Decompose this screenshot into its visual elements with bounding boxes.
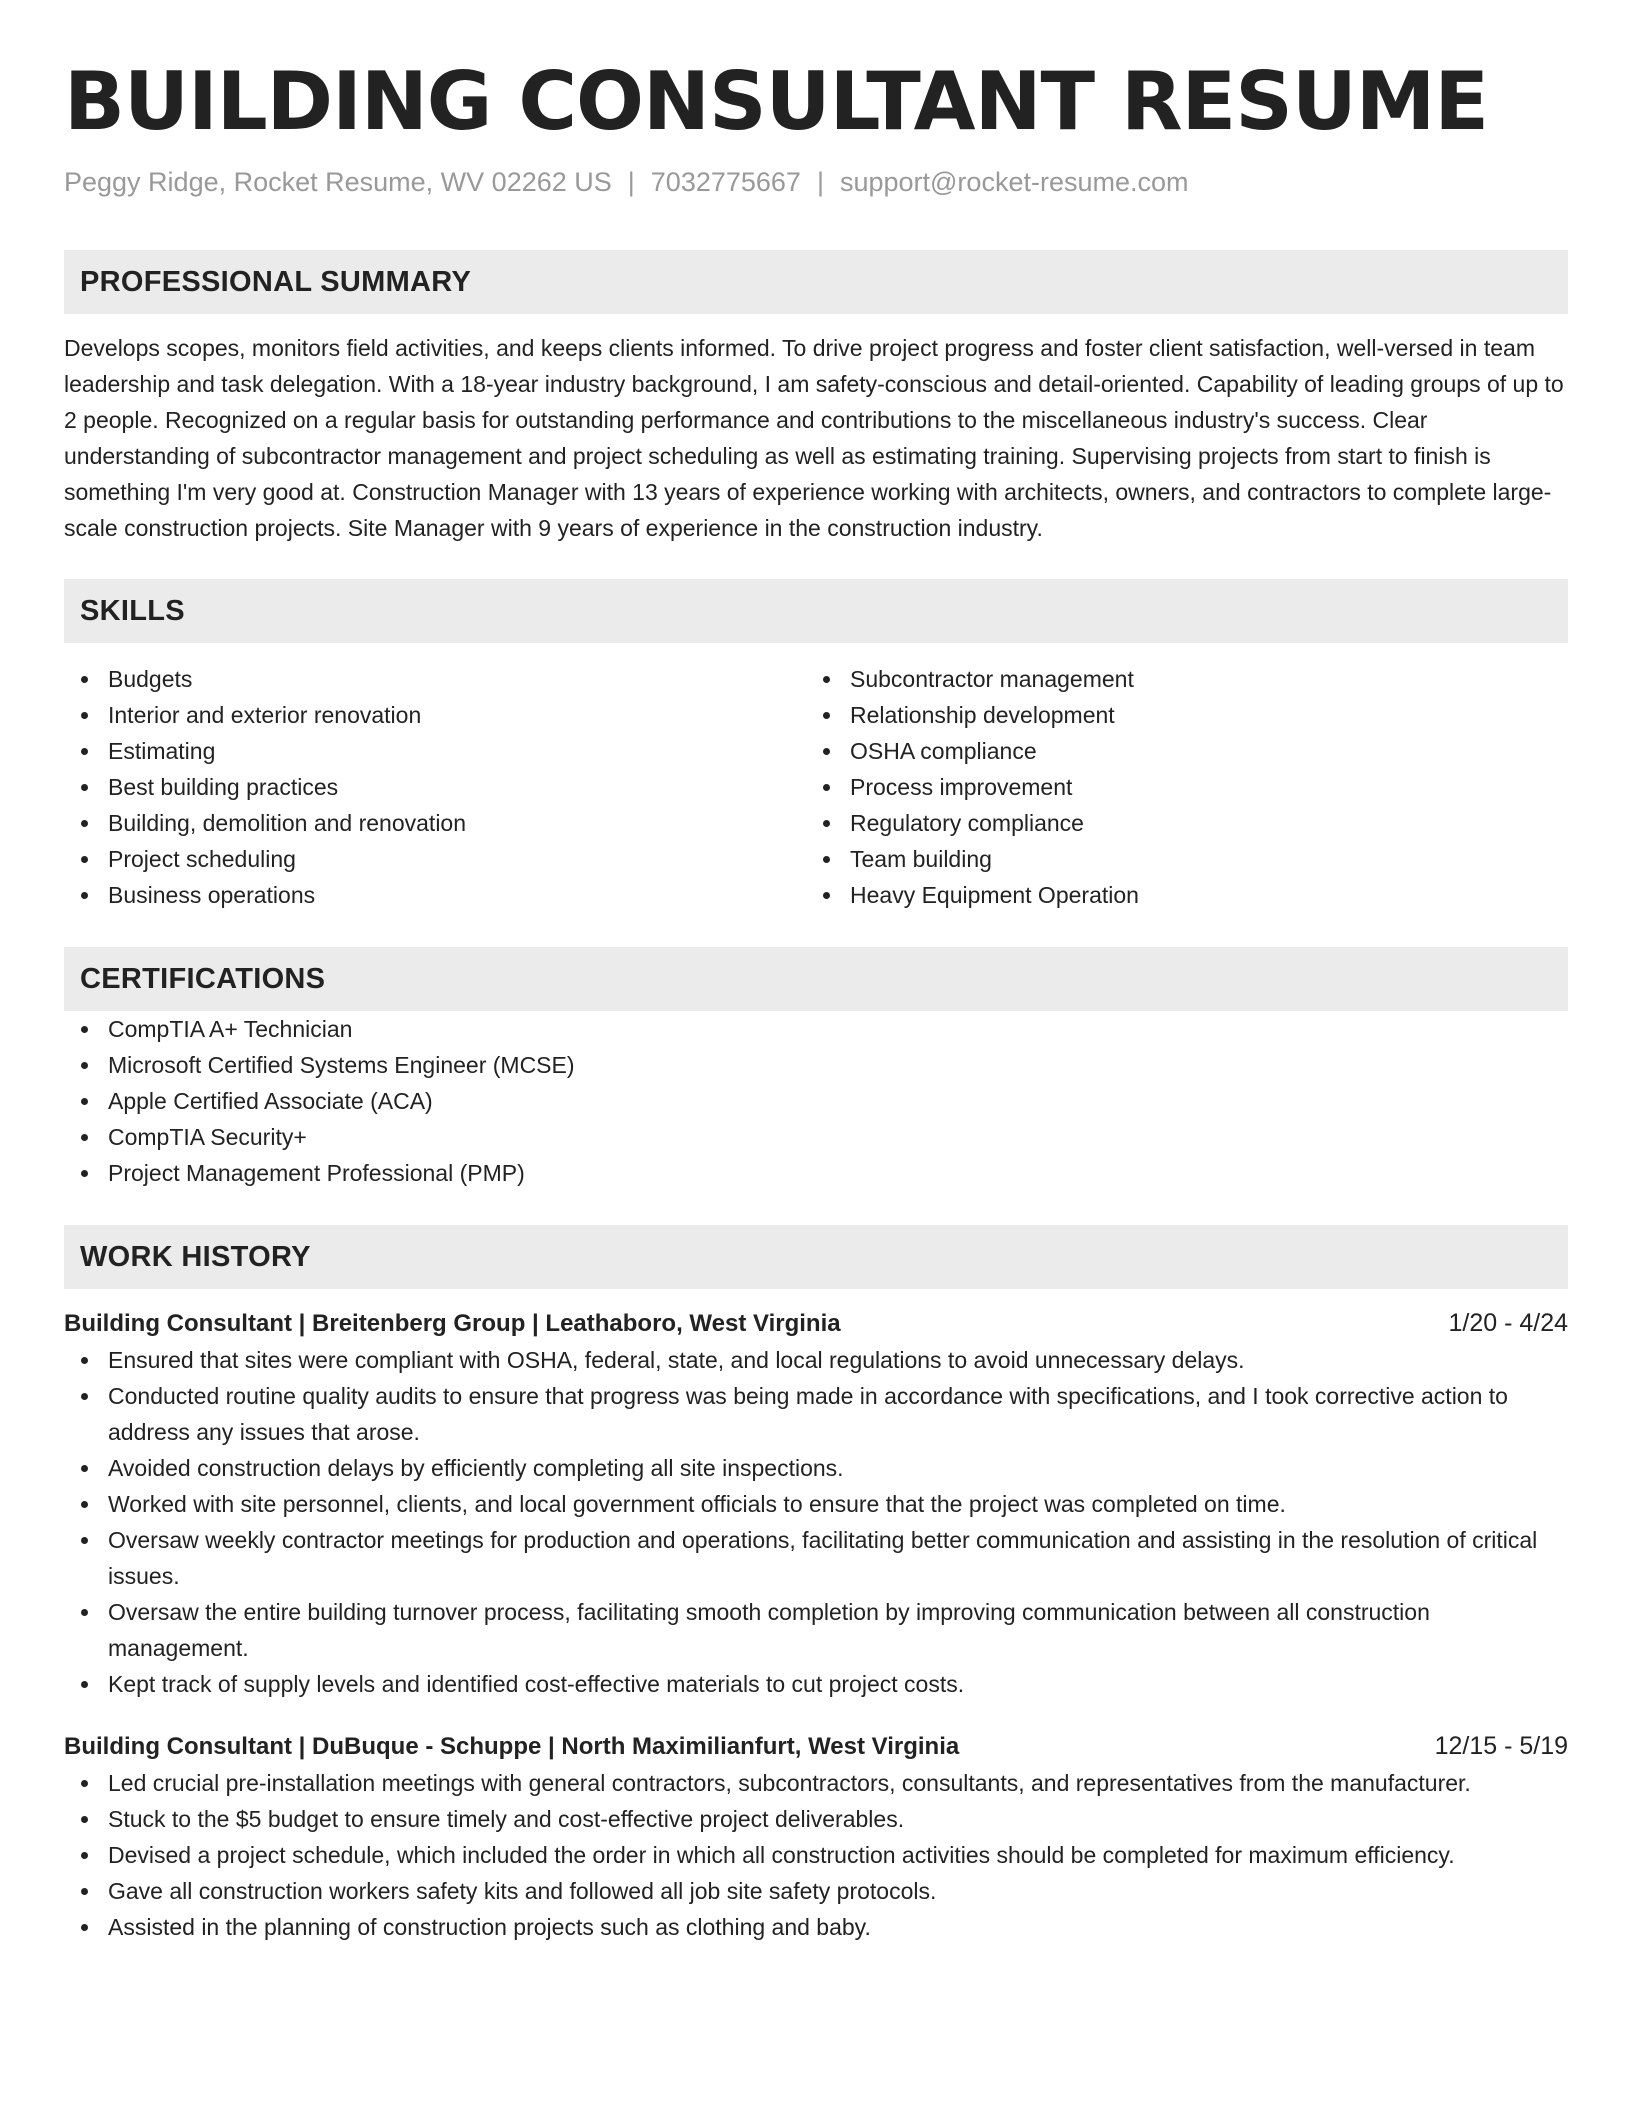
job-bullet: Led crucial pre-installation meetings with general contractors, subcontractors, consultants, and representatives from the manufacturer. bbox=[64, 1765, 1568, 1801]
section-header-skills: SKILLS bbox=[64, 579, 1568, 643]
section-header-work-history: WORK HISTORY bbox=[64, 1225, 1568, 1289]
job-bullet-list bbox=[64, 1342, 1568, 1702]
certification-item: Apple Certified Associate (ACA) bbox=[64, 1083, 1568, 1119]
skill-item: Best building practices bbox=[64, 769, 806, 805]
job-bullet: Kept track of supply levels and identified cost-effective materials to cut project costs. bbox=[64, 1666, 1568, 1702]
contact-email: support@rocket-resume.com bbox=[839, 167, 1189, 197]
job-bullet: Conducted routine quality audits to ensure that progress was being made in accordance with specifications, and I took corrective action to address any issues that arose. bbox=[64, 1378, 1568, 1450]
job-bullet-list bbox=[64, 1765, 1568, 1945]
skills-grid bbox=[64, 661, 1568, 913]
certification-item: CompTIA A+ Technician bbox=[64, 1011, 1568, 1047]
skill-item: Project scheduling bbox=[64, 841, 806, 877]
skill-item: Process improvement bbox=[806, 769, 1568, 805]
skill-item: Subcontractor management bbox=[806, 661, 1568, 697]
certification-item: Project Management Professional (PMP) bbox=[64, 1155, 1568, 1191]
skill-item: Relationship development bbox=[806, 697, 1568, 733]
job-bullet: Avoided construction delays by efficiently completing all site inspections. bbox=[64, 1450, 1568, 1486]
contact-separator: | bbox=[627, 167, 635, 197]
section-header-certifications: CERTIFICATIONS bbox=[64, 947, 1568, 1011]
skill-item: Team building bbox=[806, 841, 1568, 877]
section-header-summary: PROFESSIONAL SUMMARY bbox=[64, 250, 1568, 314]
contact-address: Peggy Ridge, Rocket Resume, WV 02262 US bbox=[64, 167, 612, 197]
skill-item: Budgets bbox=[64, 661, 806, 697]
skills-list-left bbox=[64, 661, 806, 913]
job-bullet: Oversaw weekly contractor meetings for production and operations, facilitating better communication and assisting in the resolution of critical issues. bbox=[64, 1522, 1568, 1594]
job-entry bbox=[64, 1728, 1568, 1945]
job-header bbox=[64, 1305, 1568, 1342]
certifications-list bbox=[64, 1011, 1568, 1191]
job-dates: 12/15 - 5/19 bbox=[1434, 1732, 1568, 1760]
job-entry bbox=[64, 1305, 1568, 1702]
resume-title: BUILDING CONSULTANT RESUME bbox=[64, 55, 1489, 148]
skill-item: Business operations bbox=[64, 877, 806, 913]
job-bullet: Ensured that sites were compliant with OSHA, federal, state, and local regulations to avoid unnecessary delays. bbox=[64, 1342, 1568, 1378]
job-dates: 1/20 - 4/24 bbox=[1448, 1309, 1568, 1337]
skill-item: Regulatory compliance bbox=[806, 805, 1568, 841]
skill-item: Heavy Equipment Operation bbox=[806, 877, 1568, 913]
skill-item: Interior and exterior renovation bbox=[64, 697, 806, 733]
contact-separator: | bbox=[816, 167, 824, 197]
job-bullet: Assisted in the planning of construction projects such as clothing and baby. bbox=[64, 1909, 1568, 1945]
contact-phone: 7032775667 bbox=[650, 167, 801, 197]
skill-item: OSHA compliance bbox=[806, 733, 1568, 769]
job-bullet: Stuck to the $5 budget to ensure timely and cost-effective project deliverables. bbox=[64, 1801, 1568, 1837]
skills-list-right bbox=[806, 661, 1568, 913]
job-bullet: Oversaw the entire building turnover process, facilitating smooth completion by improving communication between all construction management. bbox=[64, 1594, 1568, 1666]
job-bullet: Gave all construction workers safety kits and followed all job site safety protocols. bbox=[64, 1873, 1568, 1909]
job-title: Building Consultant | DuBuque - Schuppe | North Maximilianfurt, West Virginia bbox=[64, 1733, 960, 1760]
job-bullet: Devised a project schedule, which included the order in which all construction activities should be completed for maximum efficiency. bbox=[64, 1837, 1568, 1873]
job-bullet: Worked with site personnel, clients, and local government officials to ensure that the project was completed on time. bbox=[64, 1486, 1568, 1522]
job-title: Building Consultant | Breitenberg Group | Leathaboro, West Virginia bbox=[64, 1310, 841, 1337]
certification-item: Microsoft Certified Systems Engineer (MCSE) bbox=[64, 1047, 1568, 1083]
contact-line bbox=[64, 164, 1568, 200]
certification-item: CompTIA Security+ bbox=[64, 1119, 1568, 1155]
job-header bbox=[64, 1728, 1568, 1765]
skill-item: Estimating bbox=[64, 733, 806, 769]
skill-item: Building, demolition and renovation bbox=[64, 805, 806, 841]
summary-text: Develops scopes, monitors field activities, and keeps clients informed. To drive project progress and foster client satisfaction, well-versed in team leadership and task delegation. With a 18-year industry background, I am safety-conscious and detail-oriented. Capability of leading groups of up to 2 people. Recognized on a regular basis for outstanding performance and contributions to the miscellaneous industry's success. Clear understanding of subcontractor management and project scheduling as well as estimating training. Supervising projects from start to finish is something I'm very good at. Construction Manager with 13 years of experience working with architects, owners, and contractors to complete large-scale construction projects. Site Manager with 9 years of experience in the construction industry. bbox=[64, 335, 1564, 541]
